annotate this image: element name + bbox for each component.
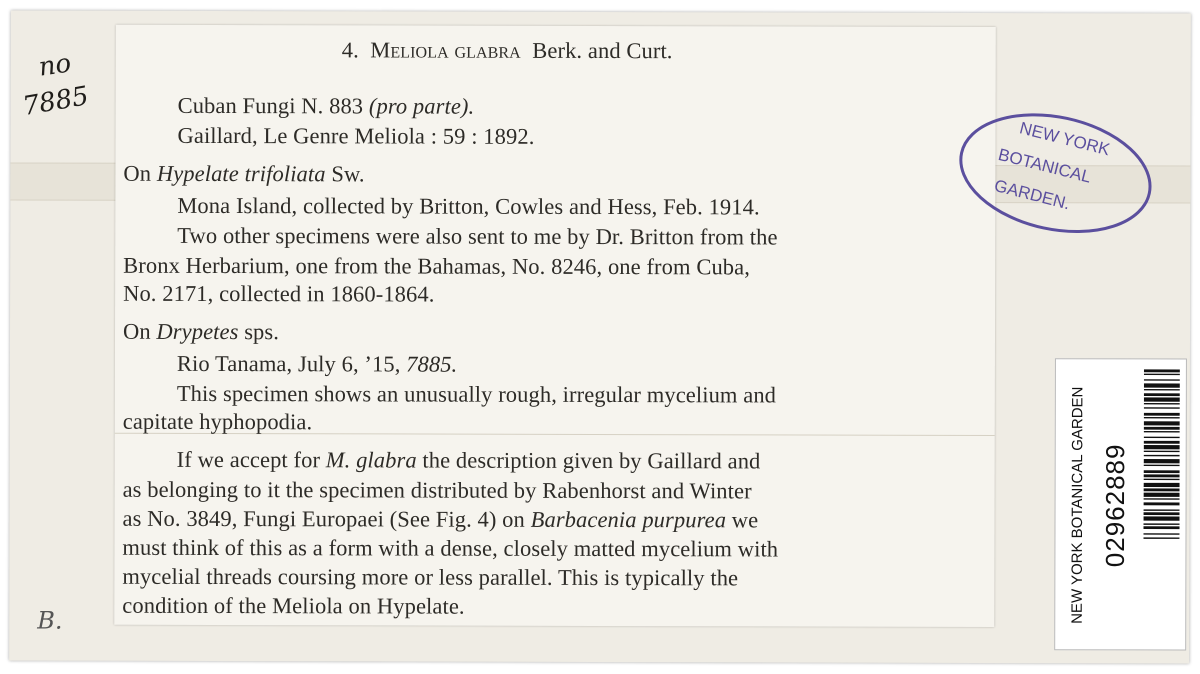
paragraph-1-line-3: No. 2171, collected in 1860-1864. bbox=[123, 280, 435, 307]
paragraph-2-line-2: capitate hyphopodia. bbox=[122, 408, 313, 435]
heading-species: Meliola glabra bbox=[370, 37, 521, 63]
host-2-collection-text: Rio Tanama, July 6, ’15, bbox=[176, 350, 401, 377]
host-2-prefix: On bbox=[122, 318, 151, 344]
reference-2: Gaillard, Le Genre Meliola : 59 : 1892. bbox=[177, 122, 535, 149]
barcode-bar bbox=[1144, 369, 1180, 372]
barcode-bar bbox=[1144, 483, 1180, 487]
barcode-bar bbox=[1144, 459, 1180, 463]
handwritten-corner-mark: B. bbox=[37, 606, 63, 635]
paragraph-3-line-3-c: we bbox=[731, 507, 759, 533]
paragraph-3-line-3-a: as No. 3849, Fungi Europaei (See Fig. 4) on bbox=[122, 505, 525, 532]
host-2-number: 7885. bbox=[406, 351, 458, 377]
reference-1-text: Cuban Fungi N. 883 bbox=[177, 92, 364, 119]
barcode-bar bbox=[1144, 407, 1180, 408]
host-1-collection: Mona Island, collected by Britton, Cowles and Hess, Feb. 1914. bbox=[177, 192, 760, 220]
barcode-bar bbox=[1144, 383, 1180, 387]
barcode-bar bbox=[1144, 470, 1180, 473]
handwritten-number: 7885 bbox=[20, 81, 91, 123]
barcode-bar bbox=[1144, 474, 1180, 477]
barcode-bar bbox=[1144, 393, 1180, 396]
stamp-line-2: BOTANICAL bbox=[996, 144, 1094, 187]
barcode-bar bbox=[1144, 421, 1180, 425]
paragraph-1-line-2: Bronx Herbarium, one from the Bahamas, No. 8246, one from Cuba, bbox=[123, 252, 751, 280]
barcode-bar bbox=[1144, 427, 1180, 430]
barcode-number: 02962889 bbox=[1099, 443, 1131, 568]
barcode-bar bbox=[1144, 493, 1180, 497]
host-2-line bbox=[123, 319, 279, 345]
reference-1 bbox=[178, 93, 475, 120]
paragraph-3-line-1-c: the description given by Gaillard and bbox=[422, 447, 761, 474]
host-2-name: Drypetes bbox=[156, 318, 239, 345]
herbarium-packet bbox=[9, 10, 1191, 663]
paragraph-3-line-2: as belonging to it the specimen distributed by Rabenhorst and Winter bbox=[122, 476, 752, 504]
barcode-institution: NEW YORK BOTANICAL GARDEN bbox=[1068, 386, 1087, 624]
barcode-bar bbox=[1144, 502, 1180, 505]
barcode-bar bbox=[1144, 445, 1180, 449]
barcode-bar bbox=[1144, 523, 1180, 524]
barcode-bar bbox=[1144, 451, 1180, 452]
paragraph-3-line-1-b: M. glabra bbox=[325, 447, 417, 473]
barcode-bar bbox=[1144, 516, 1180, 520]
barcode-bar bbox=[1144, 455, 1180, 456]
barcode-bar bbox=[1144, 379, 1180, 380]
label-heading bbox=[342, 37, 673, 64]
heading-author: Berk. and Curt. bbox=[532, 37, 673, 64]
barcode-bar bbox=[1144, 431, 1180, 432]
barcode-label bbox=[1054, 358, 1187, 650]
barcode-bar bbox=[1144, 498, 1180, 499]
barcode-bar bbox=[1144, 465, 1180, 466]
host-1-suffix: Sw. bbox=[331, 161, 365, 187]
paragraph-3-line-1 bbox=[177, 447, 761, 475]
barcode-bars bbox=[1143, 367, 1180, 641]
barcode-bar bbox=[1144, 479, 1180, 480]
reference-1-italic: (pro parte). bbox=[368, 93, 475, 119]
barcode-bar bbox=[1144, 413, 1180, 416]
host-1-name: Hypelate trifoliata bbox=[156, 160, 326, 187]
paragraph-3-line-3-b: Barbacenia purpurea bbox=[530, 506, 727, 533]
barcode-bar bbox=[1144, 397, 1180, 401]
barcode-bar bbox=[1143, 537, 1179, 538]
stamp-line-3: GARDEN. bbox=[992, 176, 1073, 214]
handwritten-no: no bbox=[36, 48, 74, 83]
barcode-bar bbox=[1144, 509, 1180, 510]
barcode-bar bbox=[1144, 512, 1180, 515]
paragraph-3-line-5: mycelial threads coursing more or less parallel. This is typically the bbox=[122, 563, 739, 591]
barcode-bar bbox=[1144, 403, 1180, 404]
paragraph-3-line-6: condition of the Meliola on Hypelate. bbox=[122, 592, 465, 619]
barcode-bar bbox=[1143, 533, 1179, 534]
host-2-collection bbox=[177, 351, 457, 378]
barcode-bar bbox=[1144, 417, 1180, 418]
host-1-prefix: On bbox=[123, 160, 152, 186]
heading-number: 4. bbox=[341, 37, 359, 63]
host-1-line bbox=[123, 161, 364, 188]
barcode-bar bbox=[1143, 526, 1179, 529]
paragraph-2-line-1: This specimen shows an unusually rough, irregular mycelium and bbox=[176, 380, 777, 408]
barcode-bar bbox=[1144, 441, 1180, 444]
paragraph-1-line-1: Two other specimens were also sent to me by Dr. Britton from the bbox=[177, 222, 778, 250]
printed-label bbox=[114, 25, 996, 627]
paragraph-3-line-3 bbox=[122, 506, 758, 534]
barcode-bar bbox=[1144, 389, 1180, 390]
barcode-bar bbox=[1144, 437, 1180, 438]
paragraph-3-line-1-a: If we accept for bbox=[176, 446, 321, 473]
barcode-bar bbox=[1144, 488, 1180, 491]
stamp-line-1: NEW YORK bbox=[1017, 118, 1112, 160]
host-2-suffix: sps. bbox=[244, 319, 280, 345]
paragraph-3-line-4: must think of this as a form with a dense, closely matted mycelium with bbox=[122, 534, 779, 562]
institution-stamp bbox=[955, 108, 1155, 239]
barcode-bar bbox=[1144, 374, 1180, 375]
